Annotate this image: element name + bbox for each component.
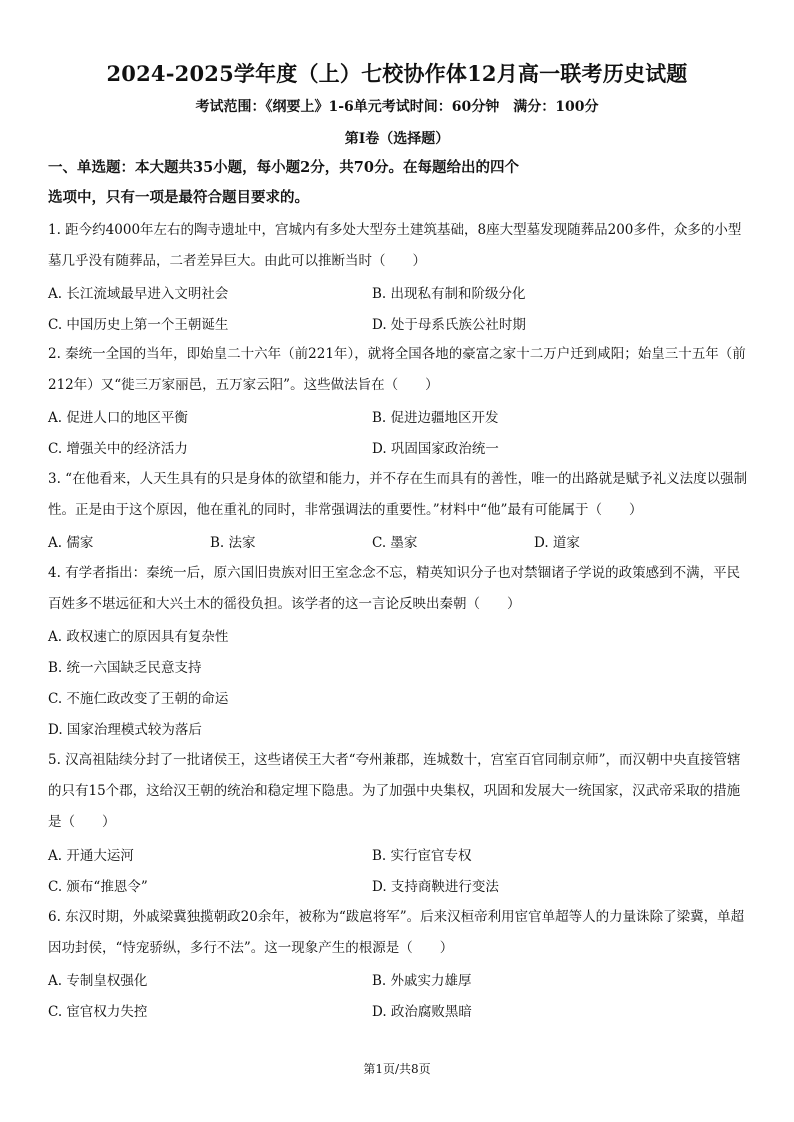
question-4-stem: 4. 有学者指出：秦统一后，原六国旧贵族对旧王室念念不忘，精英知识分子也对禁锢诸子学说的政策感到不满，平民百姓多不堪远征和大兴土木的徭役负担。该学者的这一言论反映出秦朝（ ） (48, 565, 741, 612)
question-4-option-d: D. 国家治理模式较为落后 (48, 722, 202, 738)
page-number: 第1页/共8页 (363, 1062, 431, 1076)
section-instruction-line2: 选项中，只有一项是最符合题目要求的。 (48, 189, 309, 206)
question-3-option-c: C. 墨家 (372, 535, 418, 551)
question-5-option-c: C. 颁布“推恩令” (48, 879, 148, 895)
question-5-stem: 5. 汉高祖陆续分封了一批诸侯王，这些诸侯王大者“夸州兼郡，连城数十，宫室百官同制京师”，而汉朝中央直接管辖的只有15个郡，这给汉王朝的统治和稳定埋下隐患。为了加强中央集权，巩固和发展大一统国家，汉武帝采取的措施是（ ） (48, 752, 741, 830)
question-4-option-a: A. 政权速亡的原因具有复杂性 (48, 629, 229, 645)
question-1-option-b: B. 出现私有制和阶级分化 (372, 286, 526, 302)
question-6-option-c: C. 宦官权力失控 (48, 1004, 148, 1020)
question-6-option-d: D. 政治腐败黑暗 (372, 1004, 472, 1020)
question-1-option-a: A. 长江流域最早进入文明社会 (48, 286, 229, 302)
question-2-option-c: C. 增强关中的经济活力 (48, 441, 188, 457)
question-4-option-c: C. 不施仁政改变了王朝的命运 (48, 691, 229, 707)
question-2-option-a: A. 促进人口的地区平衡 (48, 410, 188, 426)
question-3-option-a: A. 儒家 (48, 535, 94, 551)
question-5-option-a: A. 开通大运河 (48, 848, 134, 864)
exam-title: 2024-2025学年度（上）七校协作体12月高一联考历史试题 (106, 61, 688, 86)
exam-scope: 考试范围：《纲要上》1-6单元考试时间：60分钟 满分：100分 (195, 99, 599, 115)
question-5-option-d: D. 支持商鞅进行变法 (372, 879, 499, 895)
question-4-option-b: B. 统一六国缺乏民意支持 (48, 660, 202, 676)
question-1-stem: 1. 距今约4000年左右的陶寺遗址中，宫城内有多处大型夯土建筑基础，8座大型墓发现随葬品200多件，众多的小型墓几乎没有随葬品，二者差异巨大。由此可以推断当时（ ） (48, 222, 742, 269)
question-2-option-b: B. 促进边疆地区开发 (372, 410, 499, 426)
question-3-option-b: B. 法家 (210, 535, 256, 551)
question-2-stem: 2. 秦统一全国的当年，即始皇二十六年（前221年），就将全国各地的豪富之家十二万户迁到咸阳；始皇三十五年（前212年）又“徙三万家丽邑，五万家云阳”。这些做法旨在（ ） (48, 346, 746, 393)
volume-heading: 第Ⅰ卷（选择题） (344, 131, 450, 147)
question-6-option-a: A. 专制皇权强化 (48, 973, 148, 989)
question-3-option-d: D. 道家 (534, 535, 580, 551)
question-6-stem: 6. 东汉时期，外戚梁冀独揽朝政20余年，被称为“跋扈将军”。后来汉桓帝利用宦官单超等人的力量诛除了梁冀，单超因功封侯，“恃宠骄纵，多行不法”。这一现象产生的根源是（ ） (48, 909, 745, 956)
question-5-option-b: B. 实行宦官专权 (372, 848, 472, 864)
question-3-stem: 3. “在他看来，人天生具有的只是身体的欲望和能力，并不存在生而具有的善性，唯一的出路就是赋予礼义法度以强制性。正是由于这个原因，他在重礼的同时，非常强调法的重要性。”材料中“他”最有可能属于（ ） (48, 471, 748, 518)
question-2-option-d: D. 巩固国家政治统一 (372, 441, 499, 457)
question-1-option-d: D. 处于母系氏族公社时期 (372, 317, 526, 333)
question-6-option-b: B. 外戚实力雄厚 (372, 973, 472, 989)
section-instruction-line1: 一、单选题：本大题共35小题，每小题2分，共70分。在每题给出的四个 (48, 159, 519, 176)
question-1-option-c: C. 中国历史上第一个王朝诞生 (48, 317, 229, 333)
